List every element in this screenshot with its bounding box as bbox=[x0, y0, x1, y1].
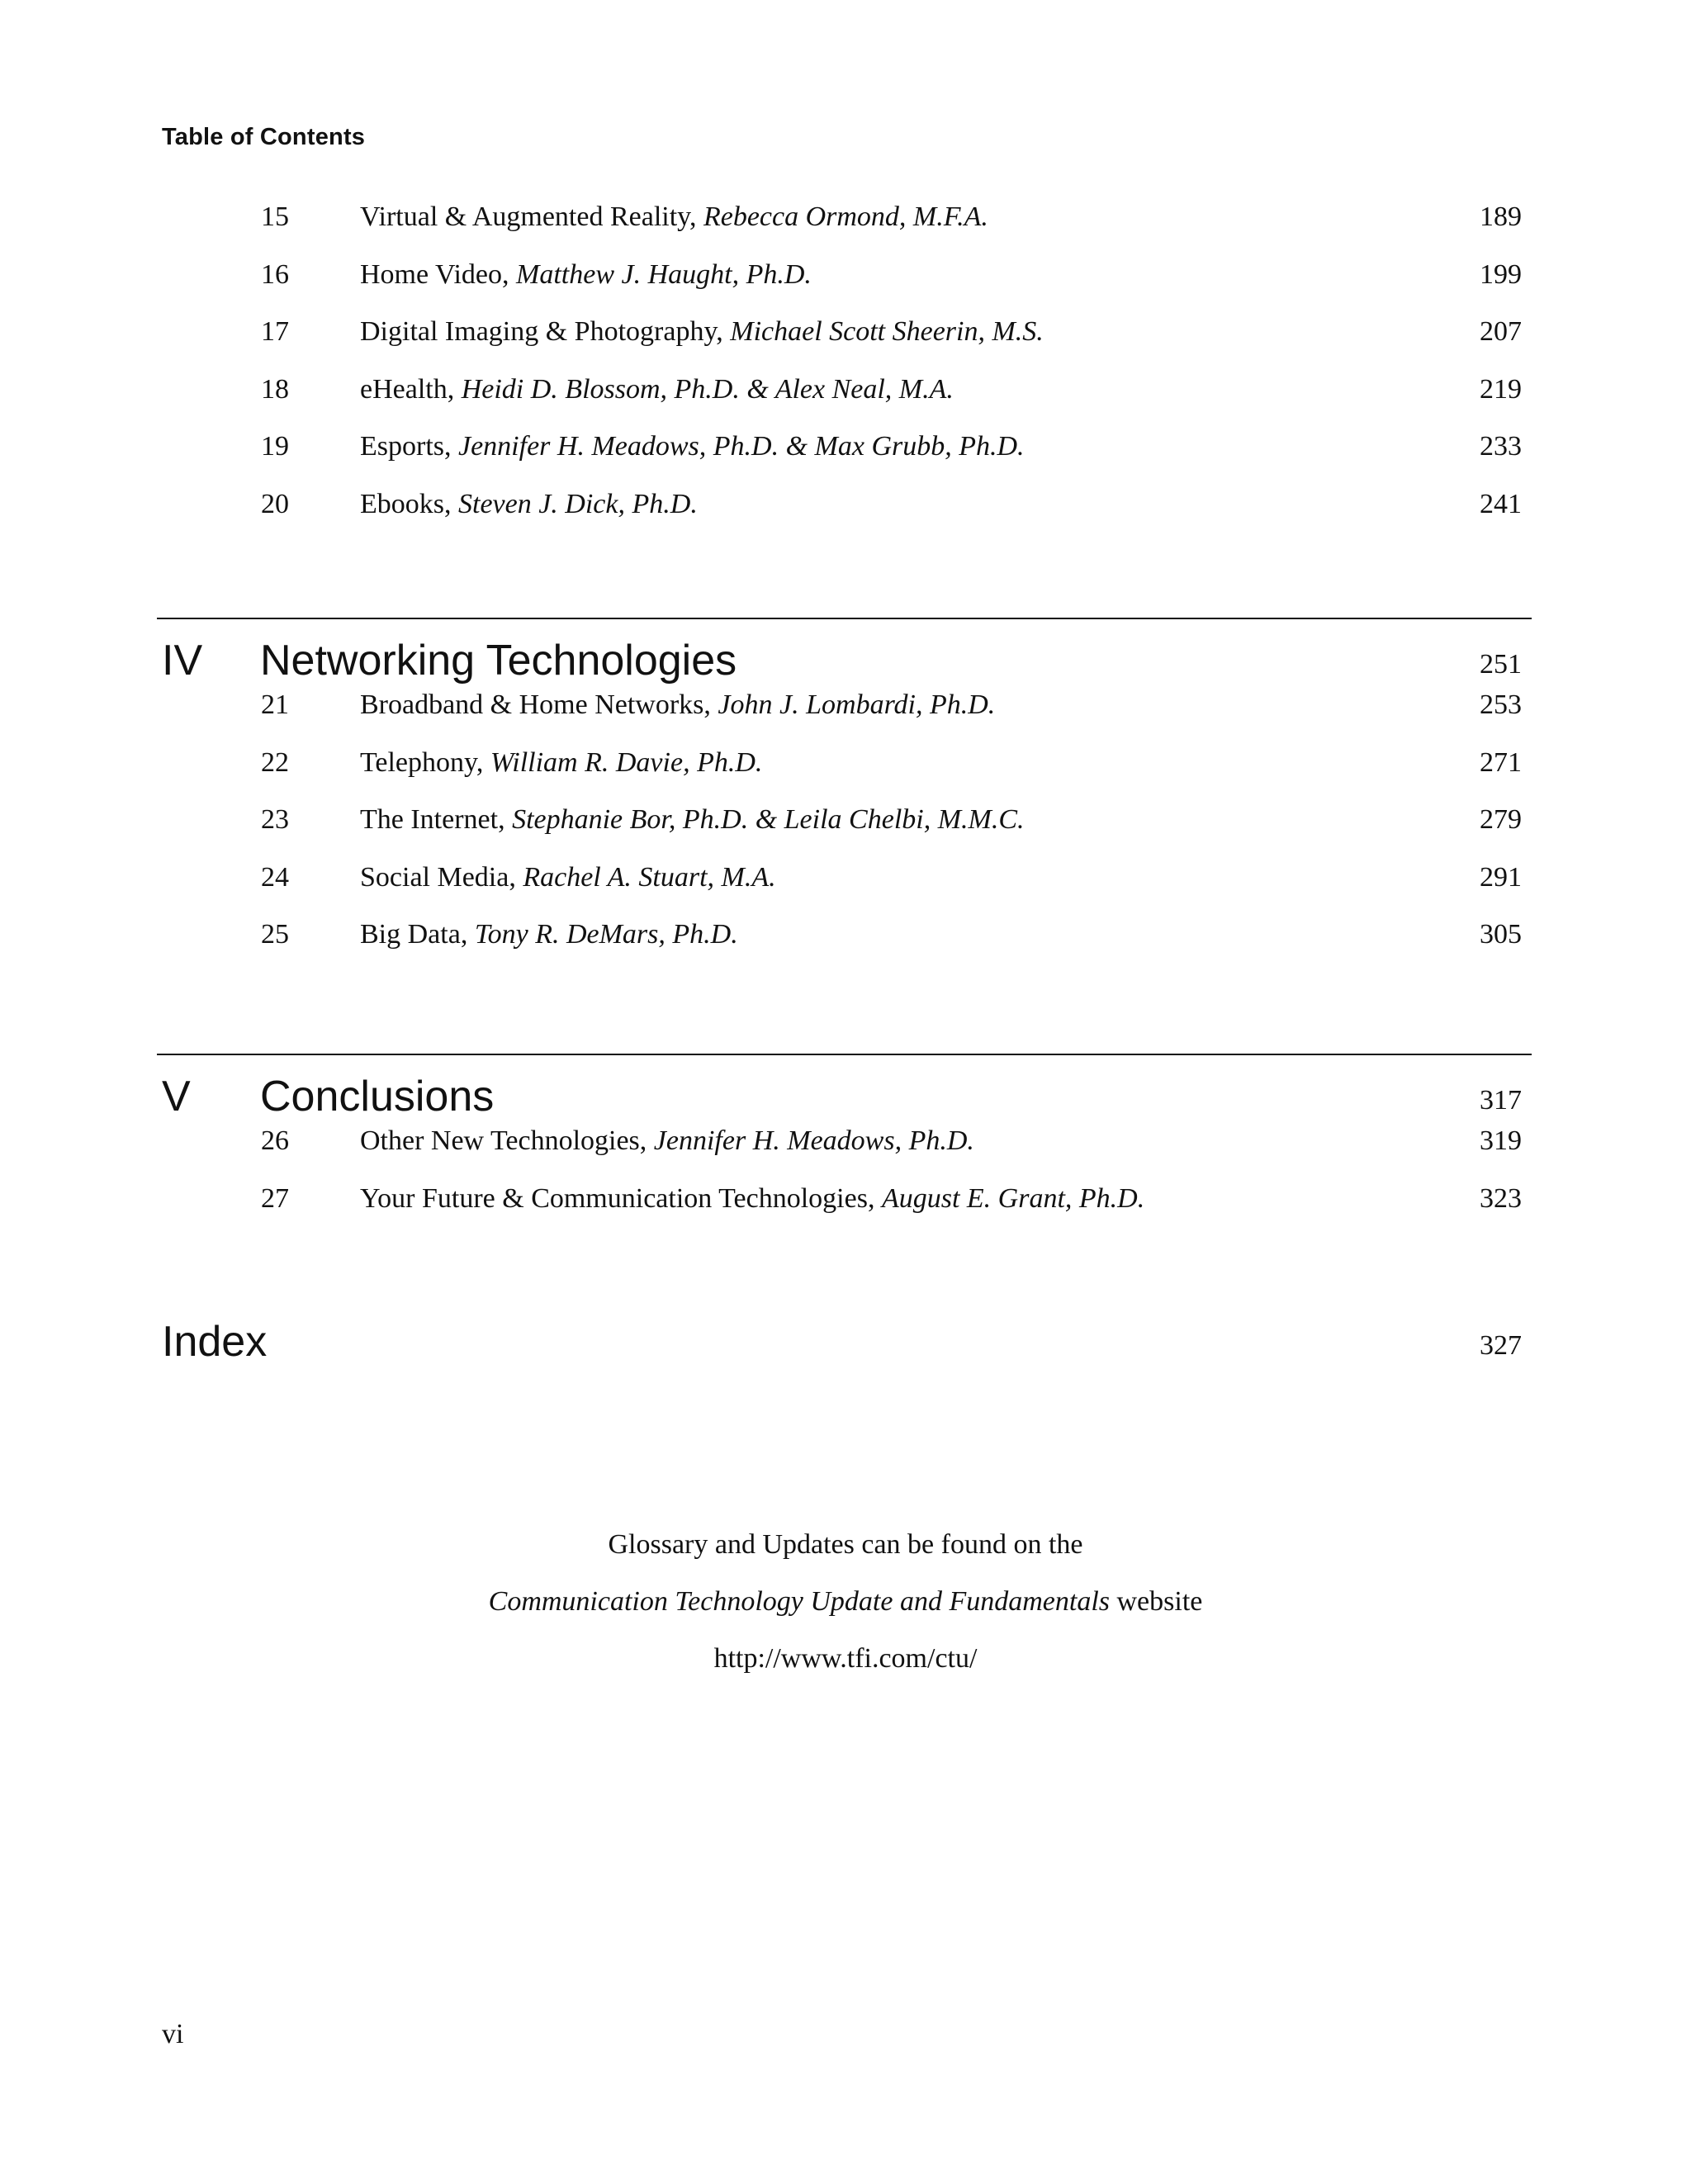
running-head: Table of Contents bbox=[162, 124, 366, 150]
chapter-title: The Internet, Stephanie Bor, Ph.D. & Leila Chelbi, M.M.C. bbox=[360, 804, 1025, 835]
chapter-author: Stephanie Bor, Ph.D. & Leila Chelbi, M.M.C. bbox=[512, 804, 1025, 835]
chapter-title: Digital Imaging & Photography, Michael Scott Sheerin, M.S. bbox=[360, 316, 1044, 347]
chapter-page: 207 bbox=[1480, 316, 1522, 347]
chapter-number: 19 bbox=[261, 431, 289, 462]
toc-entry-19[interactable] bbox=[157, 430, 1532, 488]
index-entry[interactable] bbox=[157, 1317, 1532, 1370]
chapter-number: 25 bbox=[261, 919, 289, 950]
chapter-author: Tony R. DeMars, Ph.D. bbox=[474, 919, 738, 950]
chapter-page: 199 bbox=[1480, 258, 1522, 290]
index-title: Index bbox=[162, 1318, 268, 1366]
part-header[interactable] bbox=[157, 1055, 1532, 1125]
chapter-author: Rachel A. Stuart, M.A. bbox=[523, 861, 776, 893]
chapter-number: 24 bbox=[261, 861, 289, 893]
chapter-title: Telephony, William R. Davie, Ph.D. bbox=[360, 746, 763, 778]
chapter-author: Jennifer H. Meadows, Ph.D. bbox=[653, 1125, 974, 1156]
book-title: Communication Technology Update and Fundamentals bbox=[488, 1586, 1110, 1617]
chapter-title: Esports, Jennifer H. Meadows, Ph.D. & Max Grubb, Ph.D. bbox=[360, 431, 1025, 462]
index-page: 327 bbox=[1480, 1330, 1522, 1361]
chapter-title: Ebooks, Steven J. Dick, Ph.D. bbox=[360, 488, 698, 519]
part-header[interactable] bbox=[157, 619, 1532, 689]
part-title: Conclusions bbox=[260, 1073, 495, 1120]
chapter-title: Your Future & Communication Technologies, August E. Grant, Ph.D. bbox=[360, 1182, 1145, 1214]
toc-entry-21[interactable] bbox=[157, 689, 1532, 746]
chapter-page: 241 bbox=[1480, 488, 1522, 519]
chapter-title: Broadband & Home Networks, John J. Lombardi, Ph.D. bbox=[360, 689, 996, 720]
chapter-number: 15 bbox=[261, 201, 289, 232]
toc-entry-25[interactable] bbox=[157, 918, 1532, 976]
page-number: vi bbox=[162, 2019, 184, 2049]
chapter-number: 22 bbox=[261, 746, 289, 778]
part-title: Networking Technologies bbox=[260, 637, 737, 685]
chapter-author: Matthew J. Haught, Ph.D. bbox=[516, 258, 812, 290]
chapter-page: 253 bbox=[1480, 689, 1522, 720]
chapter-title: Big Data, Tony R. DeMars, Ph.D. bbox=[360, 919, 738, 950]
chapter-title: eHealth, Heidi D. Blossom, Ph.D. & Alex Neal, M.A. bbox=[360, 373, 954, 405]
chapter-number: 16 bbox=[261, 258, 289, 290]
chapter-title: Virtual & Augmented Reality, Rebecca Ormond, M.F.A. bbox=[360, 201, 988, 232]
chapter-author: Rebecca Ormond, M.F.A. bbox=[703, 201, 988, 232]
chapter-author: August E. Grant, Ph.D. bbox=[881, 1182, 1145, 1214]
chapter-author: Steven J. Dick, Ph.D. bbox=[458, 488, 698, 519]
glossary-note-line2: Communication Technology Update and Fundamentals website bbox=[488, 1586, 1203, 1617]
chapter-author: Jennifer H. Meadows, Ph.D. & Max Grubb, Ph.D. bbox=[458, 431, 1025, 462]
toc-entry-27[interactable] bbox=[157, 1182, 1532, 1240]
glossary-note-line1: Glossary and Updates can be found on the bbox=[608, 1529, 1083, 1560]
chapter-page: 291 bbox=[1480, 861, 1522, 893]
chapter-number: 23 bbox=[261, 804, 289, 835]
part-page: 317 bbox=[1480, 1085, 1522, 1116]
part-iii-continued-section bbox=[157, 201, 1532, 545]
toc-entry-20[interactable] bbox=[157, 488, 1532, 546]
part-v-section bbox=[157, 1054, 1532, 1239]
toc-entry-17[interactable] bbox=[157, 315, 1532, 373]
chapter-page: 233 bbox=[1480, 431, 1522, 462]
chapter-author: John J. Lombardi, Ph.D. bbox=[718, 689, 996, 720]
chapter-title: Social Media, Rachel A. Stuart, M.A. bbox=[360, 861, 776, 893]
website-url[interactable]: http://www.tfi.com/ctu/ bbox=[713, 1643, 978, 1674]
chapter-number: 26 bbox=[261, 1125, 289, 1156]
toc-entry-26[interactable] bbox=[157, 1125, 1532, 1182]
chapter-page: 319 bbox=[1480, 1125, 1522, 1156]
part-numeral: IV bbox=[162, 637, 203, 685]
part-numeral: V bbox=[162, 1073, 191, 1120]
chapter-number: 17 bbox=[261, 316, 289, 347]
chapter-page: 305 bbox=[1480, 919, 1522, 950]
chapter-title: Other New Technologies, Jennifer H. Meadows, Ph.D. bbox=[360, 1125, 974, 1156]
chapter-page: 271 bbox=[1480, 746, 1522, 778]
part-page: 251 bbox=[1480, 649, 1522, 680]
chapter-page: 189 bbox=[1480, 201, 1522, 232]
toc-entry-22[interactable] bbox=[157, 746, 1532, 804]
chapter-author: Heidi D. Blossom, Ph.D. & Alex Neal, M.A. bbox=[461, 373, 954, 405]
chapter-page: 219 bbox=[1480, 373, 1522, 405]
toc-entry-18[interactable] bbox=[157, 373, 1532, 431]
chapter-page: 279 bbox=[1480, 804, 1522, 835]
chapter-author: William R. Davie, Ph.D. bbox=[490, 746, 763, 778]
toc-entry-16[interactable] bbox=[157, 258, 1532, 316]
part-iv-section bbox=[157, 618, 1532, 976]
chapter-number: 27 bbox=[261, 1182, 289, 1214]
chapter-number: 18 bbox=[261, 373, 289, 405]
chapter-number: 21 bbox=[261, 689, 289, 720]
toc-entry-24[interactable] bbox=[157, 861, 1532, 919]
chapter-page: 323 bbox=[1480, 1182, 1522, 1214]
chapter-number: 20 bbox=[261, 488, 289, 519]
chapter-author: Michael Scott Sheerin, M.S. bbox=[730, 316, 1044, 347]
toc-entry-15[interactable] bbox=[157, 201, 1532, 258]
toc-entry-23[interactable] bbox=[157, 803, 1532, 861]
chapter-title: Home Video, Matthew J. Haught, Ph.D. bbox=[360, 258, 812, 290]
glossary-note bbox=[0, 1516, 1691, 1687]
